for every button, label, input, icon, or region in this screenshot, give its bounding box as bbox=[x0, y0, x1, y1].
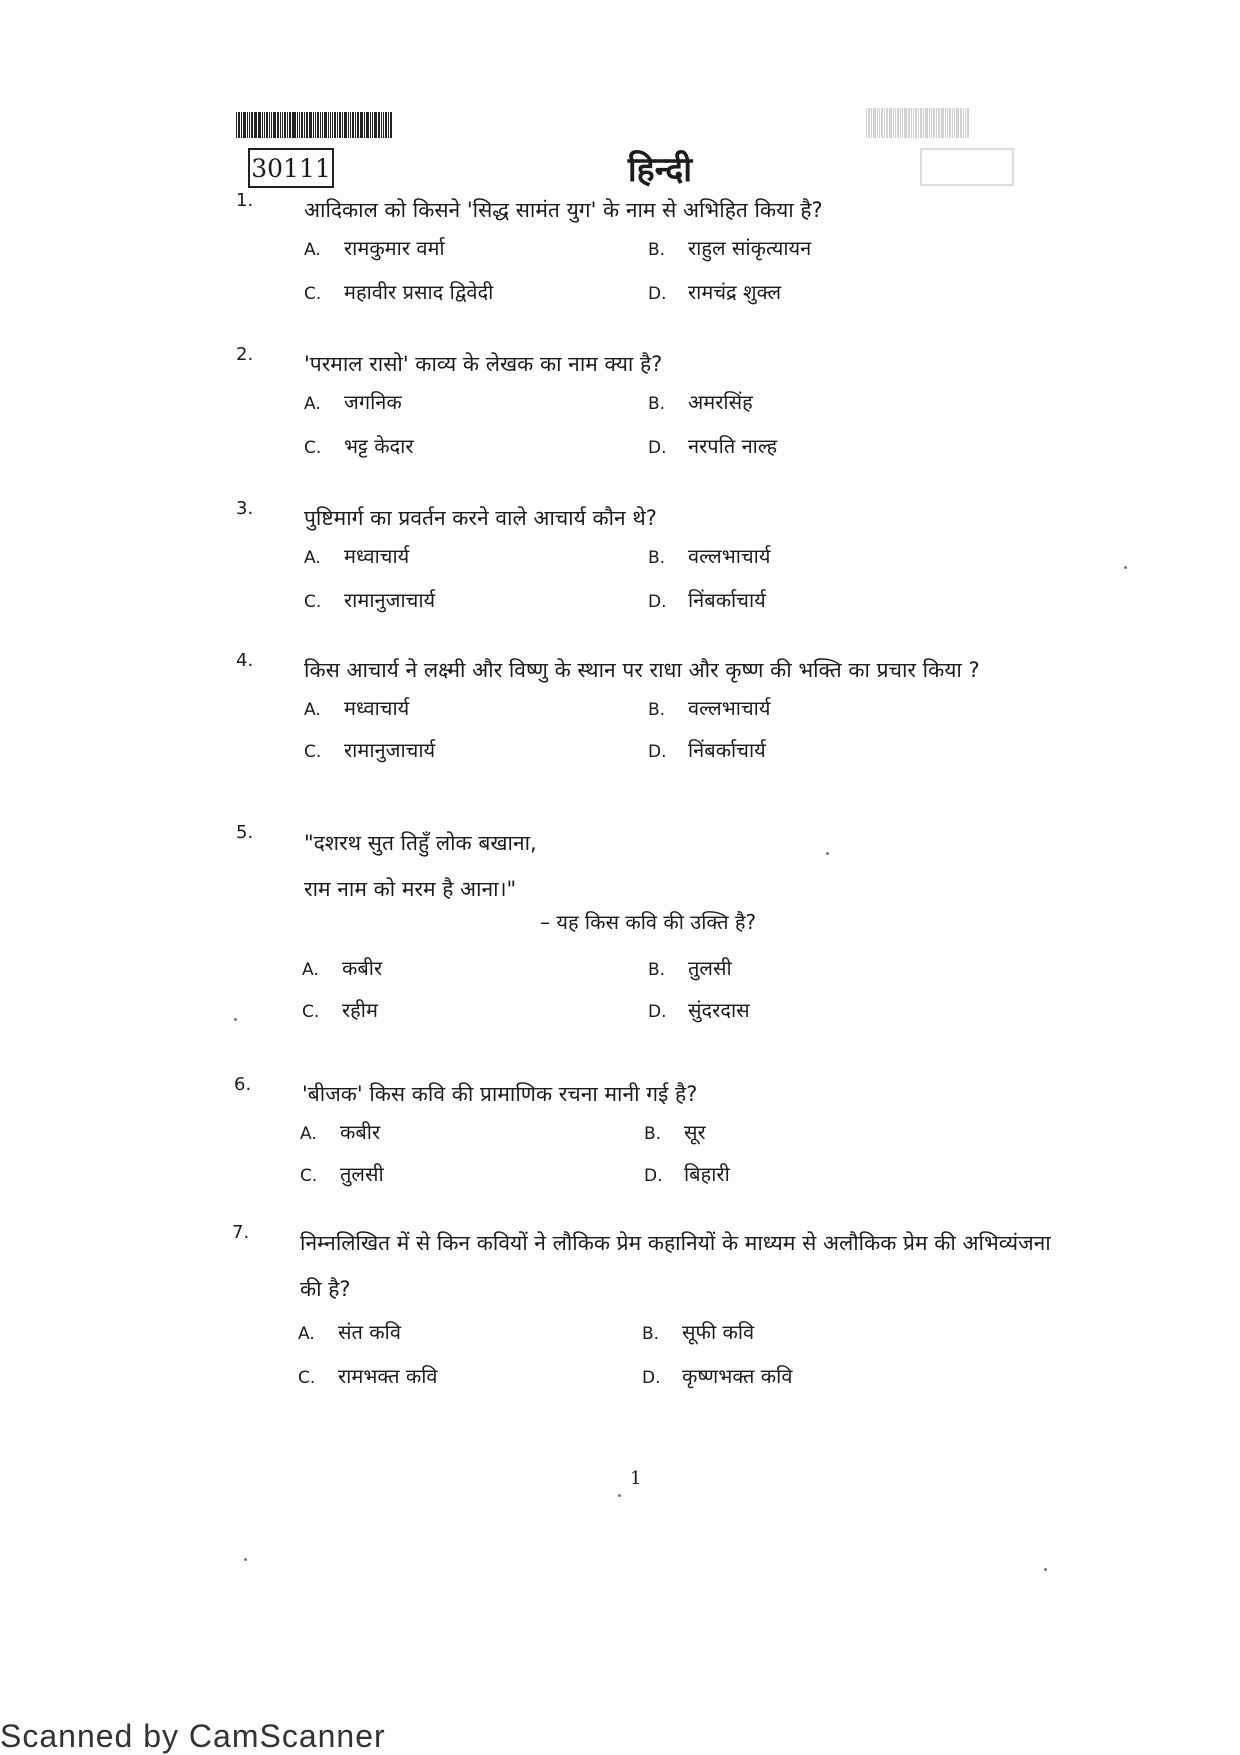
barcode-bar bbox=[877, 108, 878, 138]
barcode-bar bbox=[313, 112, 314, 138]
barcode-bar bbox=[241, 112, 242, 138]
quote-line-2: राम नाम को मरम है आना।" bbox=[304, 877, 517, 901]
barcode-bar bbox=[315, 112, 316, 138]
option-d[interactable]: D. रामचंद्र शुक्ल bbox=[648, 280, 782, 304]
option-c[interactable]: C. भट्ट केदार bbox=[304, 434, 414, 458]
option-b[interactable]: B. तुलसी bbox=[648, 956, 732, 980]
barcode-bar bbox=[879, 108, 880, 138]
bleed-through-code-box bbox=[920, 148, 1014, 186]
barcode-bar bbox=[357, 112, 359, 138]
barcode-bar bbox=[251, 112, 253, 138]
question-2 bbox=[236, 342, 1066, 462]
barcode-bar bbox=[355, 112, 356, 138]
option-d[interactable]: D. कृष्णभक्त कवि bbox=[642, 1364, 793, 1388]
barcode-bar bbox=[949, 108, 951, 138]
option-a[interactable]: A. संत कवि bbox=[298, 1320, 401, 1344]
barcode-bar bbox=[893, 108, 894, 138]
barcode-bar bbox=[965, 108, 966, 138]
barcode-bar bbox=[238, 112, 240, 138]
barcode-bar bbox=[918, 108, 919, 138]
scan-speck bbox=[1044, 1568, 1047, 1571]
option-d[interactable]: D. नरपति नाल्ह bbox=[648, 434, 778, 458]
barcode-bar bbox=[884, 108, 885, 138]
option-a[interactable]: A. रामकुमार वर्मा bbox=[304, 236, 445, 260]
bleed-through-barcode bbox=[866, 108, 972, 138]
barcode-bar bbox=[366, 112, 367, 138]
option-d[interactable]: D. सुंदरदास bbox=[648, 998, 750, 1022]
barcode-bar bbox=[960, 108, 962, 138]
barcode-bar bbox=[273, 112, 276, 138]
option-b[interactable]: B. सूफी कवि bbox=[642, 1320, 755, 1344]
barcode-bar bbox=[938, 108, 940, 138]
scan-speck bbox=[234, 1018, 237, 1021]
barcode-bar bbox=[370, 112, 371, 138]
question-text: – यह किस कवि की उक्ति है? bbox=[540, 910, 757, 934]
barcode-bar bbox=[309, 112, 312, 138]
barcode-bar bbox=[332, 112, 333, 138]
barcode-bar bbox=[925, 108, 928, 138]
barcode-bar bbox=[280, 112, 281, 138]
barcode-bar bbox=[936, 108, 937, 138]
barcode-bar bbox=[320, 112, 321, 138]
option-c[interactable]: C. रामानुजाचार्य bbox=[304, 588, 436, 612]
scanner-watermark: Scanned by CamScanner bbox=[0, 1718, 386, 1754]
barcode-bar bbox=[920, 108, 922, 138]
question-3 bbox=[236, 496, 1066, 616]
question-text: निम्नलिखित में से किन कवियों ने लौकिक प्रेम कहानियों के माध्यम से अलौकिक प्रेम की अभिव्यंजना की है? bbox=[300, 1231, 1051, 1301]
question-number: 6. bbox=[234, 1074, 252, 1095]
option-b[interactable]: B. अमरसिंह bbox=[648, 390, 753, 414]
barcode-bar bbox=[931, 108, 932, 138]
option-a[interactable]: A. मध्वाचार्य bbox=[304, 696, 410, 720]
barcode-bar bbox=[956, 108, 959, 138]
barcode-bar bbox=[889, 108, 892, 138]
barcode-bar bbox=[266, 112, 268, 138]
barcode-bar bbox=[330, 112, 331, 138]
barcode-bar bbox=[902, 108, 903, 138]
question-4 bbox=[236, 648, 1066, 768]
barcode-bar bbox=[897, 108, 899, 138]
barcode-bar bbox=[947, 108, 948, 138]
barcode-bar bbox=[873, 108, 876, 138]
scan-speck bbox=[826, 852, 829, 855]
barcode-bar bbox=[388, 112, 389, 138]
barcode-bar bbox=[342, 112, 343, 138]
barcode-bar bbox=[895, 108, 896, 138]
barcode-bar bbox=[344, 112, 347, 138]
barcode-bar bbox=[374, 112, 377, 138]
question-number: 4. bbox=[236, 650, 254, 671]
barcode-bar bbox=[952, 108, 953, 138]
barcode-bar bbox=[334, 112, 336, 138]
option-d[interactable]: D. निंबर्काचार्य bbox=[648, 588, 766, 612]
barcode-bar bbox=[868, 108, 870, 138]
barcode-bar bbox=[289, 112, 291, 138]
scan-speck bbox=[1124, 566, 1127, 569]
barcode-bar bbox=[352, 112, 354, 138]
option-d[interactable]: D. बिहारी bbox=[644, 1162, 730, 1186]
question-text: 'बीजक' किस कवि की प्रामाणिक रचना मानी गई है? bbox=[302, 1082, 698, 1106]
question-text: आदिकाल को किसने 'सिद्ध सामंत युग' के नाम से अभिहित किया है? bbox=[304, 198, 823, 222]
barcode-bar bbox=[269, 112, 270, 138]
barcode-bar bbox=[301, 112, 303, 138]
barcode-bar bbox=[322, 112, 323, 138]
barcode-bar bbox=[262, 112, 263, 138]
barcode-bar bbox=[923, 108, 924, 138]
barcode-bar bbox=[929, 108, 930, 138]
barcode-bar bbox=[247, 112, 248, 138]
barcode-bar bbox=[904, 108, 907, 138]
barcode-bar bbox=[243, 112, 246, 138]
question-text: पुष्टिमार्ग का प्रवर्तन करने वाले आचार्य कौन थे? bbox=[304, 506, 657, 530]
question-5 bbox=[236, 820, 1066, 1030]
barcode-bar bbox=[378, 112, 380, 138]
option-c[interactable]: C. रामानुजाचार्य bbox=[304, 738, 436, 762]
question-7 bbox=[232, 1220, 1062, 1390]
barcode-bar bbox=[360, 112, 363, 138]
question-number: 5. bbox=[236, 822, 254, 843]
barcode-bar bbox=[945, 108, 946, 138]
question-1 bbox=[236, 188, 1066, 308]
barcode-bar bbox=[933, 108, 935, 138]
barcode-bar bbox=[908, 108, 910, 138]
barcode-bar bbox=[297, 112, 298, 138]
option-a[interactable]: A. कबीर bbox=[300, 1120, 381, 1144]
option-c[interactable]: C. महावीर प्रसाद द्विवेदी bbox=[304, 280, 494, 304]
barcode-bar bbox=[866, 108, 867, 138]
barcode-bar bbox=[236, 112, 237, 138]
question-text: 'परमाल रासो' काव्य के लेखक का नाम क्या है? bbox=[304, 352, 663, 376]
scan-speck bbox=[618, 1494, 621, 1497]
barcode-bar bbox=[367, 112, 369, 138]
option-a[interactable]: A. मध्वाचार्य bbox=[304, 544, 410, 568]
barcode-bar bbox=[963, 108, 964, 138]
question-6 bbox=[234, 1072, 1064, 1192]
barcode-bar bbox=[328, 112, 330, 138]
option-a[interactable]: A. कबीर bbox=[302, 956, 383, 980]
barcode-bar bbox=[900, 108, 901, 138]
barcode-bar bbox=[317, 112, 319, 138]
option-a[interactable]: A. जगनिक bbox=[304, 390, 402, 414]
barcode-bar bbox=[886, 108, 888, 138]
option-b[interactable]: B. राहुल सांकृत्यायन bbox=[648, 236, 812, 260]
barcode-bar bbox=[255, 112, 257, 138]
barcode-bar bbox=[284, 112, 286, 138]
option-b[interactable]: B. वल्लभाचार्य bbox=[648, 544, 771, 568]
barcode-bar bbox=[293, 112, 296, 138]
barcode-bar bbox=[871, 108, 872, 138]
barcode-bar bbox=[299, 112, 300, 138]
option-c[interactable]: C. तुलसी bbox=[300, 1162, 384, 1186]
barcode-bar bbox=[337, 112, 338, 138]
option-c[interactable]: C. रामभक्त कवि bbox=[298, 1364, 438, 1388]
question-number: 3. bbox=[236, 498, 254, 519]
barcode-bar bbox=[941, 108, 944, 138]
barcode-bar bbox=[390, 112, 392, 138]
option-c[interactable]: C. रहीम bbox=[302, 998, 378, 1022]
barcode-bar bbox=[967, 108, 969, 138]
barcode-bar bbox=[913, 108, 914, 138]
barcode-bar bbox=[277, 112, 279, 138]
option-b[interactable]: B. सूर bbox=[644, 1120, 706, 1144]
question-number: 7. bbox=[232, 1222, 250, 1243]
barcode-bar bbox=[383, 112, 384, 138]
barcode-bar bbox=[304, 112, 305, 138]
barcode-bar bbox=[364, 112, 365, 138]
question-number: 2. bbox=[236, 344, 254, 365]
barcode-bar bbox=[372, 112, 373, 138]
question-quote bbox=[304, 820, 1074, 912]
barcode-bar bbox=[339, 112, 341, 138]
barcode-bar bbox=[292, 112, 293, 138]
barcode-bar bbox=[258, 112, 261, 138]
question-number: 1. bbox=[236, 190, 254, 211]
barcode-bar bbox=[264, 112, 265, 138]
option-d[interactable]: D. निंबर्काचार्य bbox=[648, 738, 766, 762]
barcode-bar bbox=[249, 112, 250, 138]
paper-code: 30111 bbox=[248, 148, 334, 188]
barcode-bar bbox=[348, 112, 349, 138]
barcode-bar bbox=[324, 112, 327, 138]
barcode-bar bbox=[385, 112, 387, 138]
barcode-bar bbox=[271, 112, 272, 138]
scan-speck bbox=[244, 1558, 247, 1561]
paper-title: हिन्दी bbox=[627, 150, 693, 190]
barcode-bar bbox=[911, 108, 912, 138]
barcode-bar bbox=[254, 112, 255, 138]
question-text: किस आचार्य ने लक्ष्मी और विष्णु के स्थान पर राधा और कृष्ण की भक्ति का प्रचार किया ? bbox=[304, 658, 980, 682]
page-number: 1 bbox=[630, 1468, 642, 1489]
barcode-bar bbox=[282, 112, 283, 138]
barcode bbox=[236, 112, 392, 138]
barcode-bar bbox=[287, 112, 288, 138]
barcode-bar bbox=[306, 112, 308, 138]
barcode-bar bbox=[954, 108, 955, 138]
barcode-bar bbox=[381, 112, 382, 138]
option-b[interactable]: B. वल्लभाचार्य bbox=[648, 696, 771, 720]
barcode-bar bbox=[881, 108, 883, 138]
barcode-bar bbox=[350, 112, 351, 138]
quote-line-1: "दशरथ सुत तिहुँ लोक बखाना, bbox=[304, 831, 537, 855]
barcode-bar bbox=[915, 108, 917, 138]
